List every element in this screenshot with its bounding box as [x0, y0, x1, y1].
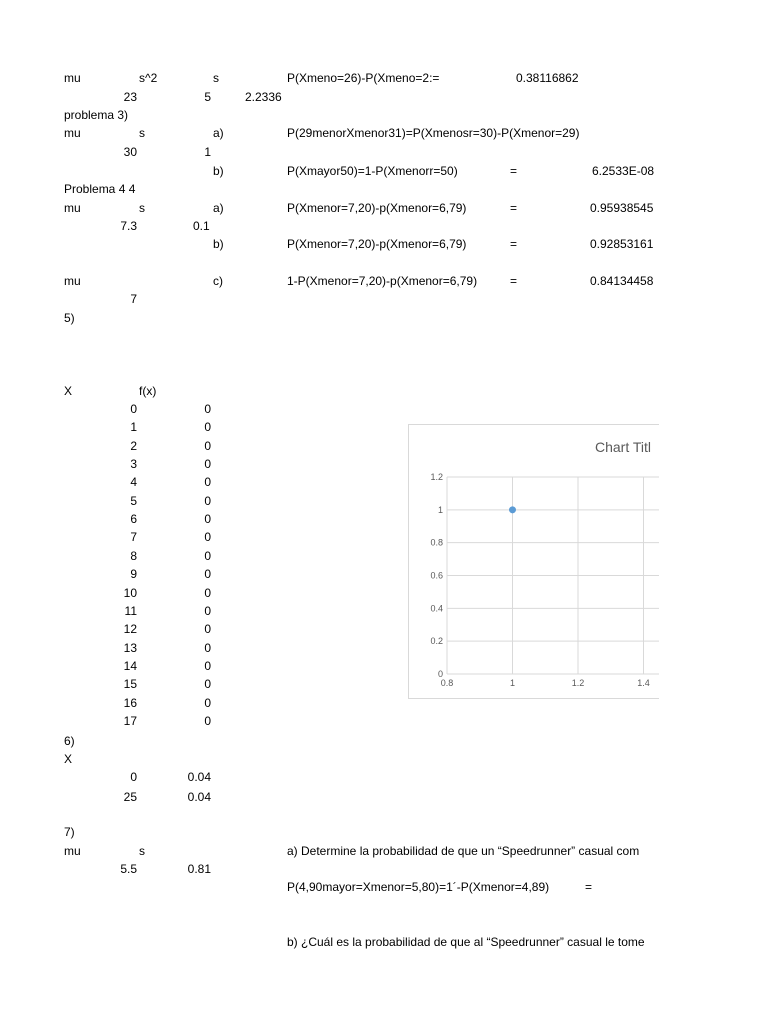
problem5-title: 5)	[64, 311, 75, 325]
table-cell-fx: 0	[204, 567, 211, 581]
s-label: s	[213, 71, 219, 85]
table-cell-x: 14	[123, 659, 137, 673]
s-value: 0.81	[187, 862, 211, 876]
result-value: 0.38116862	[516, 71, 579, 85]
table-cell-x: 17	[123, 714, 137, 728]
problem6-title: 6)	[64, 734, 75, 748]
table-cell-fx: 0.04	[187, 770, 211, 784]
result-value: 6.2533E-08	[592, 164, 655, 178]
mu-label: mu	[64, 274, 81, 288]
table-cell-fx: 0	[204, 622, 211, 636]
problem3-title: problema 3)	[64, 108, 129, 122]
y-tick-label: 0	[437, 669, 443, 679]
x-tick-label: 1	[509, 678, 516, 688]
equals-sign: =	[510, 201, 518, 215]
table-cell-x: 12	[123, 622, 137, 636]
table-cell-fx: 0	[204, 604, 211, 618]
x-column-header: X	[64, 752, 73, 766]
formula-text: P(29menorXmenor31)=P(Xmenosr=30)-P(Xmenor=29)	[287, 126, 580, 140]
fx-column-header: f(x)	[139, 384, 157, 398]
table-cell-fx: 0	[204, 494, 211, 508]
part-a-label: a)	[213, 201, 224, 215]
part-b-label: b)	[213, 237, 224, 251]
problem7-title: 7)	[64, 825, 75, 839]
table-cell-x: 6	[130, 512, 137, 526]
part-c-label: c)	[213, 274, 223, 288]
table-cell-x: 8	[130, 549, 137, 563]
s2-label: s^2	[139, 71, 158, 85]
table-cell-fx: 0	[204, 641, 211, 655]
table-cell-x: 2	[130, 439, 137, 453]
table-cell-fx: 0	[204, 659, 211, 673]
mu-label: mu	[64, 126, 81, 140]
scatter-chart[interactable]	[408, 424, 659, 699]
table-cell-fx: 0	[204, 457, 211, 471]
formula-text: 1-P(Xmenor=7,20)-p(Xmenor=6,79)	[287, 274, 478, 288]
part-b-label: b)	[213, 164, 224, 178]
y-tick-label: 0.2	[430, 636, 443, 647]
table-cell-x: 11	[124, 604, 137, 618]
s-value: 1	[204, 145, 211, 159]
x-tick-label: 1.2	[571, 678, 585, 688]
question-b-text: b) ¿Cuál es la probabilidad de que al “Speedrunner” casual le tome	[287, 935, 645, 949]
y-tick-label: 1	[437, 504, 443, 515]
equals-sign: =	[585, 880, 593, 894]
s-label: s	[139, 844, 145, 858]
table-cell-x: 4	[130, 475, 137, 489]
equals-sign: =	[510, 237, 518, 251]
table-cell-x: 13	[123, 641, 137, 655]
table-cell-fx: 0	[204, 420, 211, 434]
table-cell-fx: 0	[204, 586, 211, 600]
table-cell-x: 0	[130, 770, 137, 784]
mu-label: mu	[64, 844, 81, 858]
s2-value: 5	[204, 90, 211, 104]
question-a-text: a) Determine la probabilidad de que un “Speedrunner” casual com	[287, 844, 640, 858]
table-cell-fx: 0	[204, 475, 211, 489]
table-cell-x: 9	[130, 567, 137, 581]
table-cell-x: 15	[123, 677, 137, 691]
mu-value: 30	[123, 145, 137, 159]
data-point	[509, 506, 516, 513]
s-label: s	[139, 126, 145, 140]
problem4-title: Problema 4 4	[64, 182, 136, 196]
y-tick-label: 0.8	[430, 537, 443, 548]
s-value: 0.1	[193, 219, 210, 233]
y-tick-label: 0.4	[430, 603, 443, 614]
table-cell-fx: 0	[204, 530, 211, 544]
y-tick-label: 1.2	[430, 472, 443, 482]
part-a-label: a)	[213, 126, 224, 140]
result-value: 0.84134458	[590, 274, 654, 288]
x-column-header: X	[64, 384, 73, 398]
mu-value: 5.5	[120, 862, 137, 876]
table-cell-fx: 0	[204, 512, 211, 526]
y-tick-label: 0.6	[430, 570, 443, 581]
table-cell-x: 25	[123, 790, 137, 804]
table-cell-x: 5	[130, 494, 137, 508]
mu-value: 7.3	[120, 219, 137, 233]
equals-sign: =	[510, 164, 518, 178]
mu-value: 23	[123, 90, 137, 104]
table-cell-x: 3	[130, 457, 137, 471]
mu-label: mu	[64, 71, 81, 85]
chart-title: Chart Titl	[595, 439, 652, 455]
s-label: s	[139, 201, 145, 215]
result-value: 0.92853161	[590, 237, 654, 251]
mu-value: 7	[130, 292, 137, 306]
table-cell-fx: 0	[204, 696, 211, 710]
mu-label: mu	[64, 201, 81, 215]
result-value: 0.95938545	[590, 201, 654, 215]
formula-text: P(Xmenor=7,20)-p(Xmenor=6,79)	[287, 201, 467, 215]
table-cell-fx: 0	[204, 402, 211, 416]
formula-text: P(Xmayor50)=1-P(Xmenorr=50)	[287, 164, 458, 178]
x-tick-label: 1.4	[637, 678, 650, 688]
chart-plot-area	[409, 425, 659, 698]
formula-text: P(4,90mayor=Xmenor=5,80)=1´-P(Xmenor=4,89)	[287, 880, 550, 894]
table-cell-fx: 0	[204, 677, 211, 691]
table-cell-x: 1	[130, 420, 137, 434]
formula-text: P(Xmeno=26)-P(Xmeno=2:=	[287, 71, 440, 85]
formula-text: P(Xmenor=7,20)-p(Xmenor=6,79)	[287, 237, 467, 251]
table-cell-x: 10	[123, 586, 137, 600]
table-cell-x: 16	[123, 696, 137, 710]
table-cell-x: 0	[130, 402, 137, 416]
table-cell-fx: 0.04	[187, 790, 211, 804]
x-tick-label: 0.8	[440, 678, 454, 688]
table-cell-fx: 0	[204, 549, 211, 563]
table-cell-fx: 0	[204, 439, 211, 453]
equals-sign: =	[510, 274, 518, 288]
s-value: 2.2336	[245, 90, 282, 104]
table-cell-x: 7	[130, 530, 137, 544]
table-cell-fx: 0	[204, 714, 211, 728]
